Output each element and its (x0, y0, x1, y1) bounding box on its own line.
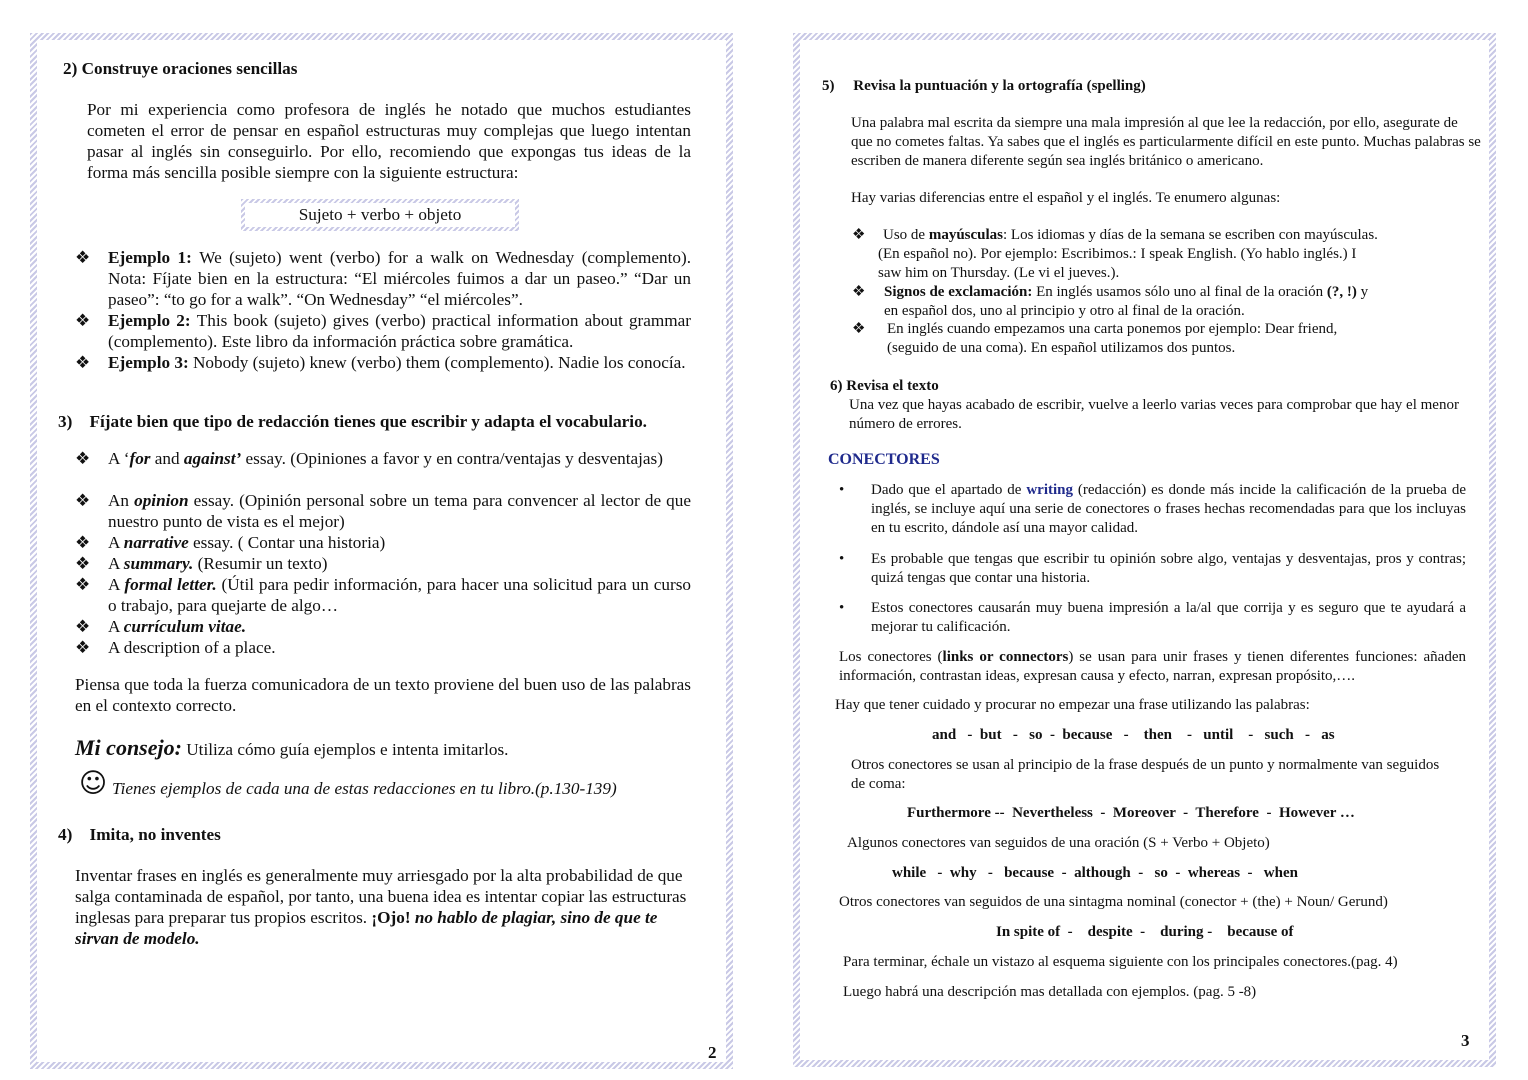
connectors-title: CONECTORES (828, 451, 940, 468)
text-run: En inglés cuando empezamos una carta ponemos por ejemplo: Dear friend, (seguido de una coma). En español utilizamos dos puntos. (887, 321, 1338, 356)
text-run: for (129, 449, 151, 468)
list-item (108, 310, 691, 352)
list-item (108, 574, 691, 616)
list-item (108, 448, 691, 469)
list-item (108, 490, 691, 532)
text-run: (?, !) (1326, 284, 1357, 300)
section-heading-2: 2) Construye oraciones sencillas (63, 59, 298, 78)
text-run: Estos conectores causarán muy buena impresión a la/al que corrija y es seguro que te ayudará a mejorar tu calificación. (871, 600, 1466, 635)
text-run: Ejemplo 3: (108, 353, 193, 372)
text-run: We (sujeto) went (verbo) for a walk on Wednesday (complemento). Nota: Fíjate bien en la estructura: “El miércoles fuimos a dar un paseo.” “Dar un paseo”: “to go for a walk”. “On Wednesday” “el miércoles”. (108, 248, 691, 309)
text-run: Los conectores ( (839, 649, 943, 665)
differences-intro: Hay varias diferencias entre el español y el inglés. Te enumero algunas: (851, 190, 1281, 206)
text-run: essay. (Opinión personal sobre un tema para convencer al lector de que nuestro punto de vista es el mejor) (108, 491, 691, 531)
comma-words: Furthermore -- Nevertheless - Moreover - Therefore - However … (907, 805, 1355, 821)
imitate-paragraph (75, 865, 689, 949)
text-run: A (108, 554, 124, 573)
scheme-note: Para terminar, échale un vistazo al esquema siguiente con los principales conectores.(pag. 4) (843, 954, 1398, 970)
text-run: currículum vitae. (123, 617, 246, 636)
section-heading-4: 4) Imita, no inventes (58, 825, 221, 844)
text-run: En inglés usamos sólo uno al final de la oración (1032, 284, 1327, 300)
clause-intro: Algunos conectores van seguidos de una oración (S + Verbo + Objeto) (847, 835, 1270, 851)
bullet-icon: ❖ (75, 617, 91, 636)
page-number: 3 (1461, 1031, 1470, 1050)
noun-words: In spite of - despite - during - because of (996, 924, 1294, 940)
list-item (108, 352, 691, 373)
text-run: Signos de exclamación: (884, 284, 1033, 300)
bullet-icon: ❖ (852, 284, 866, 300)
bullet-icon: ❖ (75, 353, 91, 372)
list-item (871, 550, 1466, 588)
bullet-icon: ❖ (75, 311, 91, 330)
text-run: opinion (134, 491, 189, 510)
text-run: (Resumir un texto) (193, 554, 328, 573)
list-item (108, 247, 691, 310)
list-item (884, 283, 1374, 321)
text-run: against’ (183, 449, 242, 468)
bullet-icon: ❖ (75, 533, 91, 552)
bullet-icon: ❖ (852, 227, 866, 243)
list-item (878, 226, 1378, 282)
bullet-icon: ❖ (75, 575, 91, 594)
text-run: summary. (123, 554, 194, 573)
smiley-icon: ☺ (79, 768, 108, 799)
noun-intro: Otros conectores van seguidos de una sintagma nominal (conector + (the) + Noun/ Gerund) (839, 894, 1388, 910)
comma-intro: Otros conectores se usan al principio de la frase después de un punto y normalmente van seguidos de coma: (851, 757, 1440, 792)
text-run: Piensa que toda la fuerza comunicadora de un texto proviene del buen uso de las palabras en el contexto correcto. (75, 675, 691, 715)
text-run: narrative (123, 533, 189, 552)
bullet-icon: ❖ (75, 248, 91, 267)
text-run: (Útil para pedir información, para hacer una solicitud para un curso o trabajo, para quejarte de algo… (108, 575, 691, 615)
text-run: : Los idiomas y días de la semana se escriben con mayúsculas. (En español no). Por ejemplo: Escribimos.: I speak English. (Yo hablo inglés.) I saw him on Thursday. (Le vi el jueves.). (878, 227, 1378, 281)
text-run: writing (1026, 482, 1073, 498)
text-run: and (150, 449, 184, 468)
connectors-definition (839, 648, 1466, 686)
text-run: Ejemplo 1: (108, 248, 200, 267)
text-run: (redacción) es donde más incide la calificación de la prueba de inglés, se incluye aquí una serie de conectores o frases hechas recomendadas para que los incluyas en tu escrito, dándole así una mayor calidad. (871, 482, 1466, 536)
list-item (108, 532, 691, 553)
examples-note: Tienes ejemplos de cada una de estas redacciones en tu libro.(p.130-139) (112, 779, 617, 798)
tip-text: Utiliza cómo guía ejemplos e intenta imitarlos. (181, 740, 509, 759)
section-heading-3: 3) Fíjate bien que tipo de redacción tienes que escribir y adapta el vocabulario. (58, 412, 647, 431)
list-item (871, 481, 1466, 537)
page-number: 2 (708, 1043, 717, 1062)
tip-label: Mi consejo: (75, 735, 182, 760)
bullet-icon: ❖ (75, 449, 91, 468)
avoid-intro: Hay que tener cuidado y procurar no empezar una frase utilizando las palabras: (835, 697, 1310, 713)
text-run: Nobody (sujeto) knew (verbo) them (complemento). Nadie los conocía. (192, 353, 686, 372)
text-run: A ‘ (108, 449, 130, 468)
intro-paragraph (87, 99, 691, 183)
section-heading-6: 6) Revisa el texto (830, 378, 939, 394)
bullet-icon: ❖ (75, 491, 91, 510)
review-paragraph: Una vez que hayas acabado de escribir, vuelve a leerlo varias veces para comprobar que hay el menor número de errores. (849, 397, 1459, 432)
text-run: Inventar frases en inglés es generalmente muy arriesgado por la alta probabilidad de que salga contaminada de español, por tanto, una buena idea es intentar copiar las estructuras inglesas para preparar tus propios escritos. (75, 866, 687, 927)
bullet-icon: ❖ (852, 321, 866, 337)
spelling-paragraph (851, 114, 1481, 170)
text-run: An (108, 491, 135, 510)
text-run: essay. ( Contar una historia) (188, 533, 386, 552)
section-heading-5: 5) Revisa la puntuación y la ortografía (spelling) (822, 78, 1146, 94)
avoid-words: and - but - so - because - then - until - such - as (932, 727, 1335, 743)
list-item (108, 553, 691, 574)
bullet-dot-icon: • (839, 600, 845, 616)
details-note: Luego habrá una descripción mas detallada con ejemplos. (pag. 5 -8) (843, 984, 1257, 1000)
text-run: Ejemplo 2: (108, 311, 197, 330)
text-run: essay. (Opiniones a favor y en contra/ventajas y desventajas) (241, 449, 663, 468)
text-run: ) se usan para unir frases y tienen diferentes funciones: añaden información, contrastan ideas, expresan causa y efecto, narran, expresan propósito,…. (839, 649, 1466, 684)
bullet-icon: ❖ (75, 554, 91, 573)
bullet-dot-icon: • (839, 551, 845, 567)
text-run: Es probable que tengas que escribir tu opinión sobre algo, ventajas y desventajas, pros y contras; quizá tengas que contar una historia. (871, 551, 1466, 586)
text-run: A (108, 575, 125, 594)
text-run: This book (sujeto) gives (verbo) practical information about grammar (complemento). Este libro da información práctica sobre gramática. (108, 311, 691, 351)
clause-words: while - why - because - although - so - whereas - when (892, 865, 1298, 881)
closing-paragraph (75, 674, 691, 716)
text-run: links or connectors (942, 649, 1069, 665)
tip-line (75, 737, 508, 760)
list-item (108, 616, 691, 637)
list-item (108, 637, 691, 658)
list-item (887, 320, 1387, 358)
text-run: no hablo de plagiar, sino de que te sirvan de modelo. (75, 908, 658, 948)
text-run: Por mi experiencia como profesora de inglés he notado que muchos estudiantes cometen el error de pensar en español estructuras muy complejas que luego intentan pasar al inglés sin conseguirlo. Por ello, recomiendo que expongas tus ideas de la forma más sencilla posible siempre con la siguiente estructura: (87, 100, 691, 182)
list-item (871, 599, 1466, 637)
text-run: mayúsculas (928, 227, 1004, 243)
text-run: Uso de (883, 227, 929, 243)
text-run: y en español dos, uno al principio y otro al final de la oración. (884, 284, 1369, 319)
bullet-icon: ❖ (75, 638, 91, 657)
text-run: A description of a place. (108, 638, 276, 657)
bullet-dot-icon: • (839, 482, 845, 498)
formula-box: Sujeto + verbo + objeto (245, 203, 515, 227)
text-run: A (108, 533, 124, 552)
text-run: A (108, 617, 124, 636)
text-run: Una palabra mal escrita da siempre una mala impresión al que lee la redacción, por ello, asegurate de que no cometes faltas. Ya sabes que el inglés es particularmente difícil en este punto. Muchas palabras se escriben de manera diferente según sea inglés británico o americano. (851, 115, 1481, 169)
text-run: formal letter. (124, 575, 217, 594)
text-run: Dado que el apartado de (871, 482, 1027, 498)
text-run: ¡Ojo! (371, 908, 411, 927)
